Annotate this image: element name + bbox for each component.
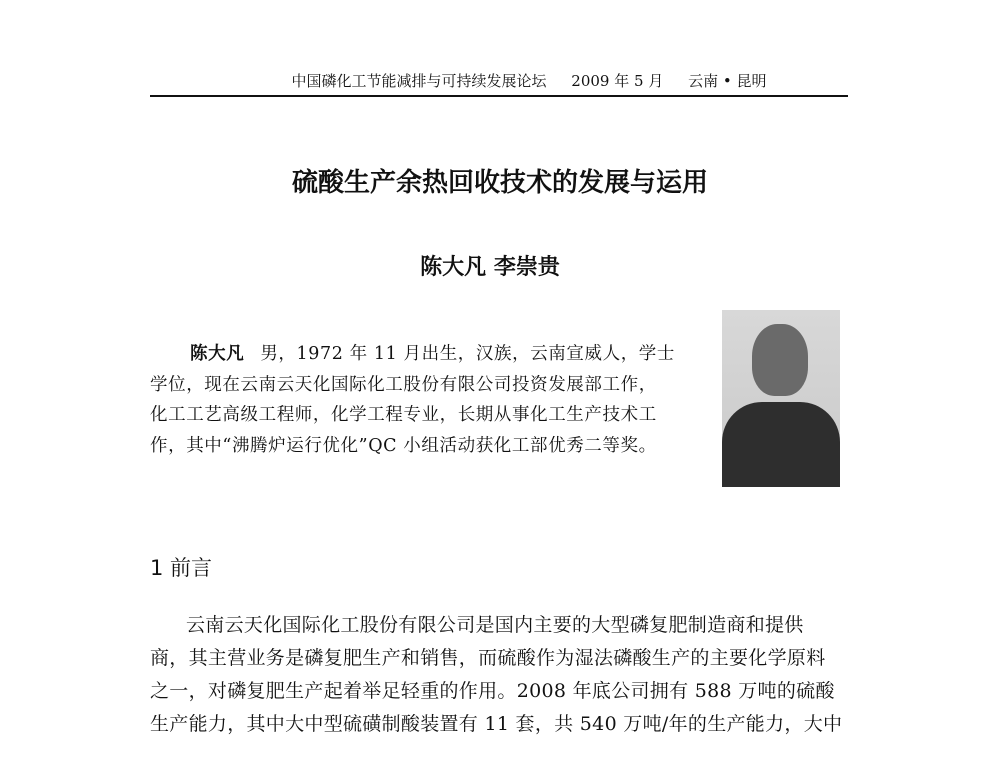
conference-location: 云南 • 昆明	[688, 72, 767, 90]
bio-line: 学位，现在云南云天化国际化工股份有限公司投资发展部工作，	[150, 375, 657, 395]
bio-text: 男，1972 年 11 月出生，汉族，云南宣威人，学士	[260, 344, 676, 364]
running-header	[150, 70, 848, 91]
paper-title: 硫酸生产余热回收技术的发展与运用	[291, 168, 708, 198]
conference-name: 中国磷化工节能减排与可持续发展论坛	[291, 72, 547, 90]
bio-line	[190, 340, 675, 365]
section-heading: 1 前言	[150, 556, 213, 580]
conference-date: 2009 年 5 月	[571, 72, 664, 90]
paper-authors: 陈大凡 李崇贵	[420, 255, 560, 280]
header-rule	[150, 95, 848, 97]
bio-line: 作，其中“沸腾炉运行优化”QC 小组活动获化工部优秀二等奖。	[150, 436, 657, 456]
body-line: 商，其主营业务是磷复肥生产和销售，而硫酸作为湿法磷酸生产的主要化学原料	[150, 647, 826, 669]
bio-name: 陈大凡	[190, 344, 245, 364]
body-line: 生产能力，其中大中型硫磺制酸装置有 11 套，共 540 万吨/年的生产能力，大中	[150, 713, 843, 735]
bio-line: 化工工艺高级工程师，化学工程专业，长期从事化工生产技术工	[150, 405, 657, 425]
author-photo	[722, 310, 840, 487]
body-line: 之一，对磷复肥生产起着举足轻重的作用。2008 年底公司拥有 588 万吨的硫酸	[150, 680, 835, 702]
body-line: 云南云天化国际化工股份有限公司是国内主要的大型磷复肥制造商和提供	[186, 614, 804, 636]
